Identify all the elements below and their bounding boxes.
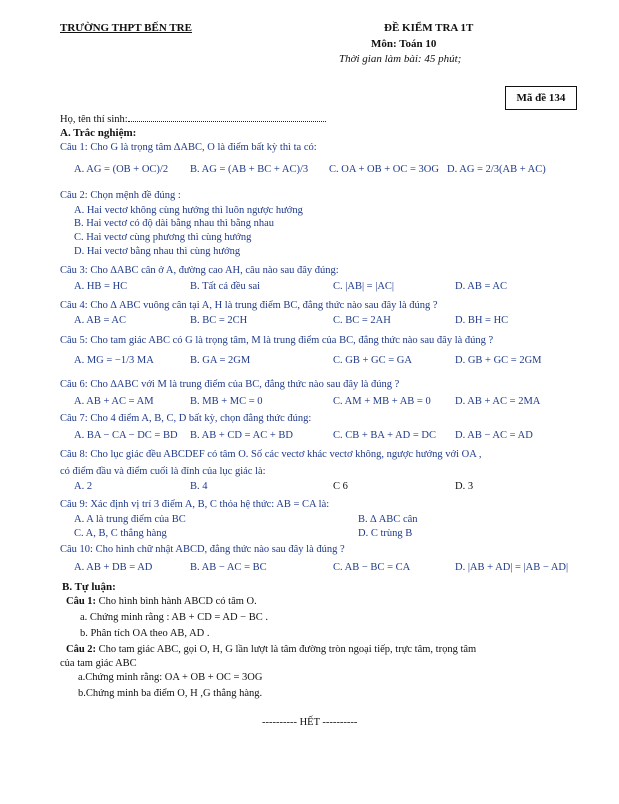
question-text: Chọn mệnh đề đúng : (90, 190, 181, 201)
q9-option-c: C. A, B, C thẳng hàng (74, 528, 167, 539)
q1-option-a: A. AG = (OB + OC)/2 (74, 164, 169, 175)
essay-label: Câu 2: (66, 644, 97, 655)
essay-label: Câu 1: (66, 596, 97, 607)
q3-option-d: D. AB = AC (455, 281, 508, 292)
question-text: Cho G là trọng tâm ∆ABC, O là điểm bất kỳ thì ta có: (90, 142, 317, 153)
question-text: Cho tam giác ABC có G là trọng tâm, M là trung điểm của BC, đẳng thức nào sau đây là đúng ? (90, 335, 494, 346)
q3-option-b: B. Tất cả đều sai (190, 281, 261, 292)
question-2 (60, 190, 181, 202)
q4-option-a: A. AB = AC (74, 315, 127, 326)
q5-option-c: C. GB + GC = GA (333, 355, 412, 366)
question-1 (60, 142, 317, 154)
question-7 (60, 413, 311, 425)
exam-code-box: Mã đề 134 (505, 86, 577, 110)
q4-option-b: B. BC = 2CH (190, 315, 248, 326)
q1-option-b: B. AG = (AB + BC + AC)/3 (190, 164, 309, 175)
q1-option-c: C. OA + OB + OC = 3OG (329, 164, 439, 175)
question-text: Cho 4 điểm A, B, C, D bất kỳ, chọn đẳng thức đúng: (90, 413, 312, 424)
student-name-label: Họ, tên thí sinh: (60, 114, 128, 125)
question-label: Câu 8: (60, 449, 88, 460)
q9-option-b: B. ∆ ABC cân (358, 514, 418, 525)
part-b-title: B. Tự luận: (62, 581, 116, 593)
q2-option-a: A. Hai vectơ không cùng hướng thì luôn ngược hướng (74, 205, 303, 216)
student-name-row (60, 112, 326, 126)
question-6 (60, 379, 399, 391)
q3-option-a: A. HB = HC (74, 281, 128, 292)
question-3 (60, 265, 339, 277)
student-name-line (128, 112, 326, 122)
q8-option-b: B. 4 (190, 481, 208, 492)
end-marker: ---------- HẾT ---------- (262, 717, 358, 728)
question-label: Câu 1: (60, 142, 88, 153)
question-text: Cho lục giác đều ABCDEF có tâm O. Số các vectơ khác vectơ không, ngược hướng với OA , (90, 449, 482, 460)
question-9 (60, 499, 329, 511)
q10-option-d: D. |AB + AD| = |AB − AD| (455, 562, 569, 573)
q6-option-c: C. AM + MB + AB = 0 (333, 396, 431, 407)
question-label: Câu 9: (60, 499, 88, 510)
duration: Thời gian làm bài: 45 phút; (339, 53, 462, 65)
q4-option-c: C. BC = 2AH (333, 315, 391, 326)
question-5 (60, 335, 493, 347)
q9-option-d: D. C trùng B (358, 528, 413, 539)
question-4 (60, 300, 438, 312)
school-name: TRƯỜNG THPT BẾN TRE (60, 22, 192, 34)
q7-option-a: A. BA − CA − DC = BD (74, 430, 178, 441)
essay-question-2 (66, 644, 476, 656)
question-label: Câu 5: (60, 335, 88, 346)
question-label: Câu 2: (60, 190, 88, 201)
question-label: Câu 10: (60, 544, 93, 555)
question-text: Cho ∆ABC cân ở A, đường cao AH, câu nào sau đây đúng: (90, 265, 339, 276)
q5-option-a: A. MG = −1/3 MA (74, 355, 154, 366)
essay-text: Cho tam giác ABC, gọi O, H, G lần lượt là tâm đường tròn ngoại tiếp, trực tâm, trọng tâm (98, 644, 477, 655)
q10-option-c: C. AB − BC = CA (333, 562, 411, 573)
q2-option-c: C. Hai vectơ cùng phương thì cùng hướng (74, 232, 252, 243)
q6-option-a: A. AB + AC = AM (74, 396, 154, 407)
q4-option-d: D. BH = HC (455, 315, 509, 326)
question-label: Câu 3: (60, 265, 88, 276)
q7-option-c: C. CB + BA + AD = DC (333, 430, 436, 441)
q6-option-d: D. AB + AC = 2MA (455, 396, 541, 407)
question-text: Cho ∆ ABC vuông cân tại A, H là trung điểm BC, đẳng thức nào sau đây là đúng ? (90, 300, 438, 311)
part-a-title: A. Trắc nghiệm: (60, 127, 137, 139)
q7-option-b: B. AB + CD = AC + BD (190, 430, 293, 441)
question-text: Cho ∆ABC với M là trung điểm của BC, đẳng thức nào sau đây là đúng ? (90, 379, 400, 390)
essay-text: Cho hình bình hành ABCD có tâm O. (98, 596, 257, 607)
q8-option-c: C 6 (333, 481, 348, 492)
q1-option-d: D. AG = 2/3(AB + AC) (447, 164, 546, 175)
subject: Môn: Toán 10 (371, 38, 437, 50)
q2-option-b: B. Hai vectơ có độ dài bằng nhau thì bằng nhau (74, 218, 275, 229)
q10-option-b: B. AB − AC = BC (190, 562, 267, 573)
question-text: Xác định vị trí 3 điểm A, B, C thỏa hệ thức: AB = CA là: (90, 499, 330, 510)
essay-question-2-continued: của tam giác ABC (60, 658, 137, 669)
question-label: Câu 4: (60, 300, 88, 311)
q6-option-b: B. MB + MC = 0 (190, 396, 263, 407)
question-8-continued: có điểm đầu và điểm cuối là đỉnh của lục giác là: (60, 466, 266, 477)
question-label: Câu 7: (60, 413, 88, 424)
question-10 (60, 544, 345, 556)
q8-option-d: D. 3 (455, 481, 474, 492)
q8-option-a: A. 2 (74, 481, 93, 492)
question-8 (60, 449, 481, 461)
q10-option-a: A. AB + DB = AD (74, 562, 153, 573)
essay-1-part-a: a. Chứng minh rằng : AB + CD = AD − BC . (80, 612, 268, 623)
q9-option-a: A. A là trung điểm của BC (74, 514, 186, 525)
question-text: Cho hình chữ nhật ABCD, đẳng thức nào sau đây là đúng ? (95, 544, 345, 555)
question-label: Câu 6: (60, 379, 88, 390)
essay-2-part-a: a.Chứng minh rằng: OA + OB + OC = 3OG (78, 672, 263, 683)
q5-option-b: B. GA = 2GM (190, 355, 251, 366)
q7-option-d: D. AB − AC = AD (455, 430, 533, 441)
q3-option-c: C. |AB| = |AC| (333, 281, 395, 292)
essay-question-1 (66, 596, 257, 608)
q5-option-d: D. GB + GC = 2GM (455, 355, 542, 366)
essay-2-part-b: b.Chứng minh ba điểm O, H ,G thẳng hàng. (78, 688, 263, 699)
essay-1-part-b: b. Phân tích OA theo AB, AD . (80, 628, 210, 639)
q2-option-d: D. Hai vectơ bằng nhau thì cùng hướng (74, 246, 241, 257)
exam-title: ĐỀ KIỂM TRA 1T (384, 22, 474, 34)
